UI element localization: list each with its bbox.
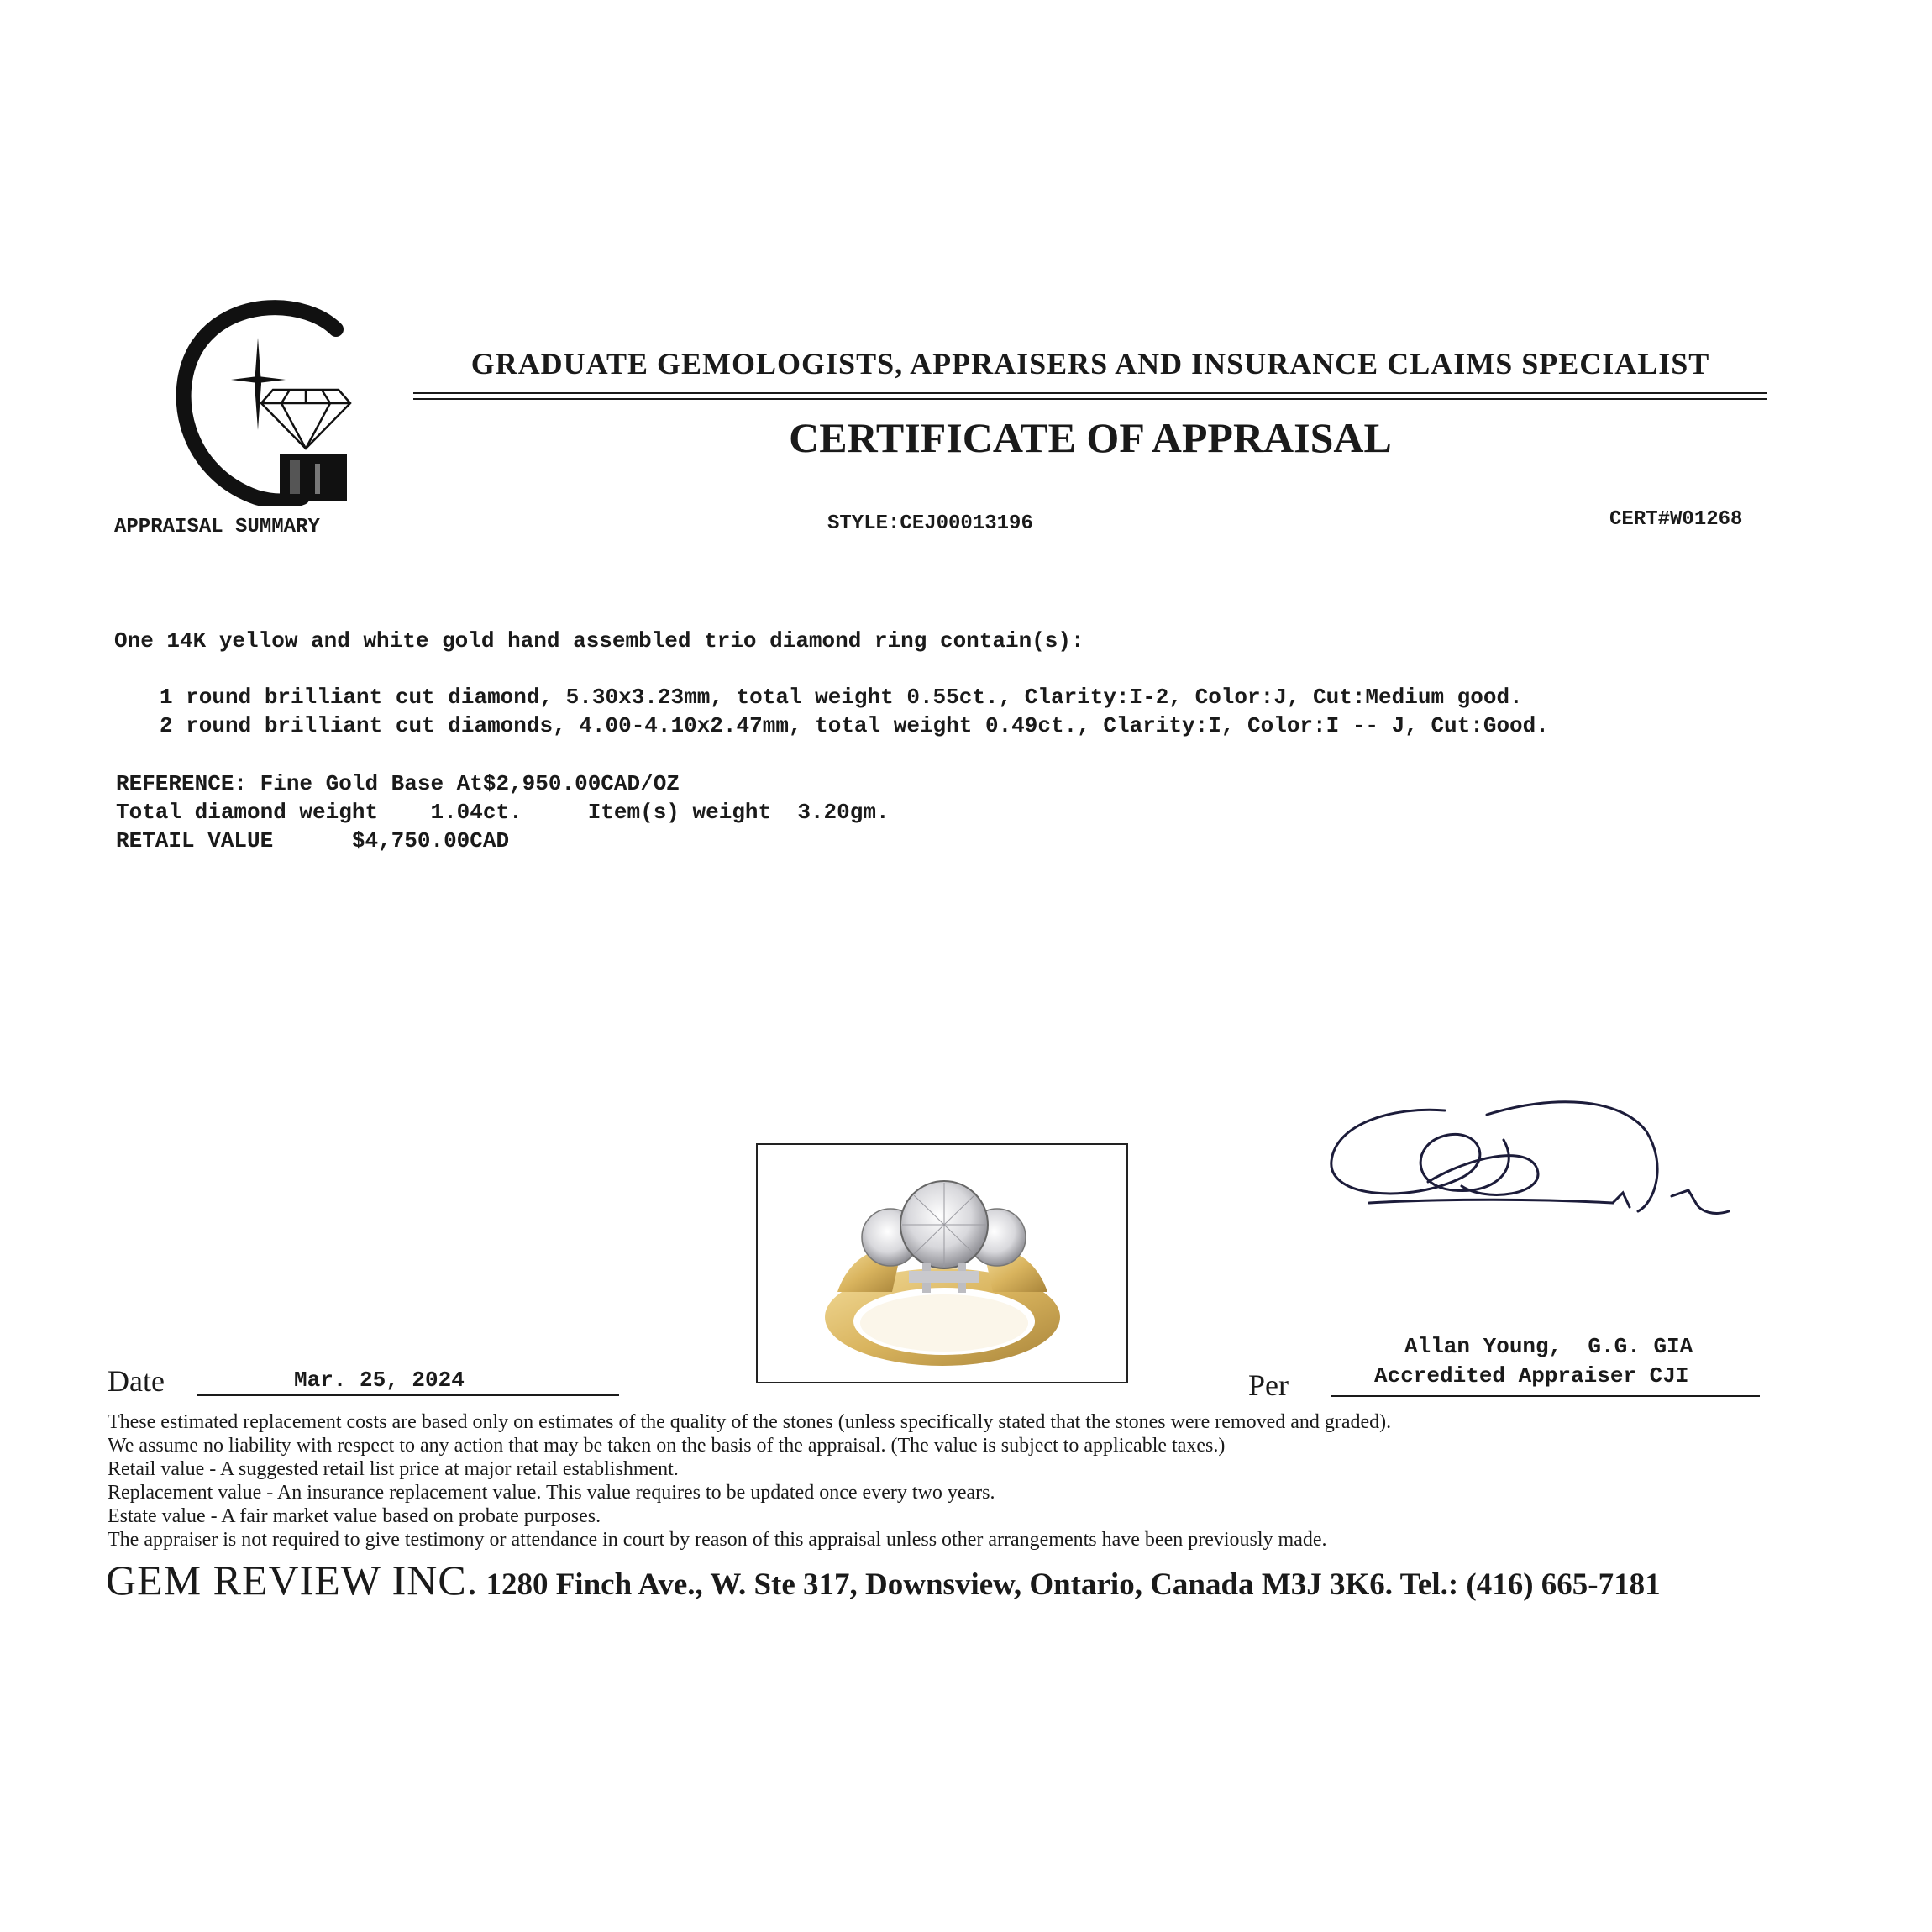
signature-underline [1331,1395,1760,1397]
disclaimer-line: The appraiser is not required to give testimony or attendance in court by reason of this appraisal unless other arrangements have been previously made. [108,1529,1327,1551]
weight-summary: Total diamond weight 1.04ct. Item(s) weight 3.20gm. [116,800,890,825]
ring-photo [756,1143,1128,1383]
company-logo [164,296,365,506]
header-rule-bottom [413,398,1767,400]
company-address: 1280 Finch Ave., W. Ste 317, Downsview, Ontario, Canada M3J 3K6. Tel.: (416) 665-7181 [478,1567,1661,1602]
date-label: Date [108,1364,165,1398]
company-name: GEM REVIEW INC. [106,1557,479,1604]
appraiser-name: Allan Young, G.G. GIA [1404,1334,1693,1359]
date-value: Mar. 25, 2024 [294,1368,465,1393]
item-description: One 14K yellow and white gold hand assembled trio diamond ring contain(s): [114,628,1084,654]
stone-line-center: 1 round brilliant cut diamond, 5.30x3.23mm, total weight 0.55ct., Clarity:I-2, Color:J, Cut:Medium good. [160,685,1523,710]
certificate-number: CERT#W01268 [1609,508,1743,531]
appraisal-summary-label: APPRAISAL SUMMARY [114,516,320,538]
disclaimer-line: Replacement value - An insurance replacement value. This value requires to be updated once every two years. [108,1482,995,1504]
per-label: Per [1248,1368,1289,1402]
disclaimer-line: Retail value - A suggested retail list price at major retail establishment. [108,1458,679,1480]
ring-image [758,1145,1126,1382]
appraiser-title: Accredited Appraiser CJI [1374,1363,1689,1389]
disclaimer-line: Estate value - A fair market value based on probate purposes. [108,1505,601,1527]
header-rule-top [413,392,1767,394]
disclaimer-line: These estimated replacement costs are based only on estimates of the quality of the stones (unless specifically stated that the stones were removed and graded). [108,1411,1392,1433]
header-subtitle: GRADUATE GEMOLOGISTS, APPRAISERS AND INSURANCE CLAIMS SPECIALIST [470,347,1710,381]
gold-reference: REFERENCE: Fine Gold Base At$2,950.00CAD/OZ [116,771,680,796]
disclaimer-line: We assume no liability with respect to any action that may be taken on the basis of the appraisal. (The value is subject to applicable taxes.) [108,1435,1226,1457]
footer [106,1556,1661,1604]
appraiser-signature [1319,1094,1739,1262]
retail-value: RETAIL VALUE $4,750.00CAD [116,828,510,853]
date-underline [197,1394,619,1396]
style-number: STYLE:CEJ00013196 [827,512,1033,535]
stone-line-side: 2 round brilliant cut diamonds, 4.00-4.10x2.47mm, total weight 0.49ct., Clarity:I, Color:I -- J, Cut:Good. [160,713,1549,738]
certificate-title: CERTIFICATE OF APPRAISAL [789,414,1392,461]
